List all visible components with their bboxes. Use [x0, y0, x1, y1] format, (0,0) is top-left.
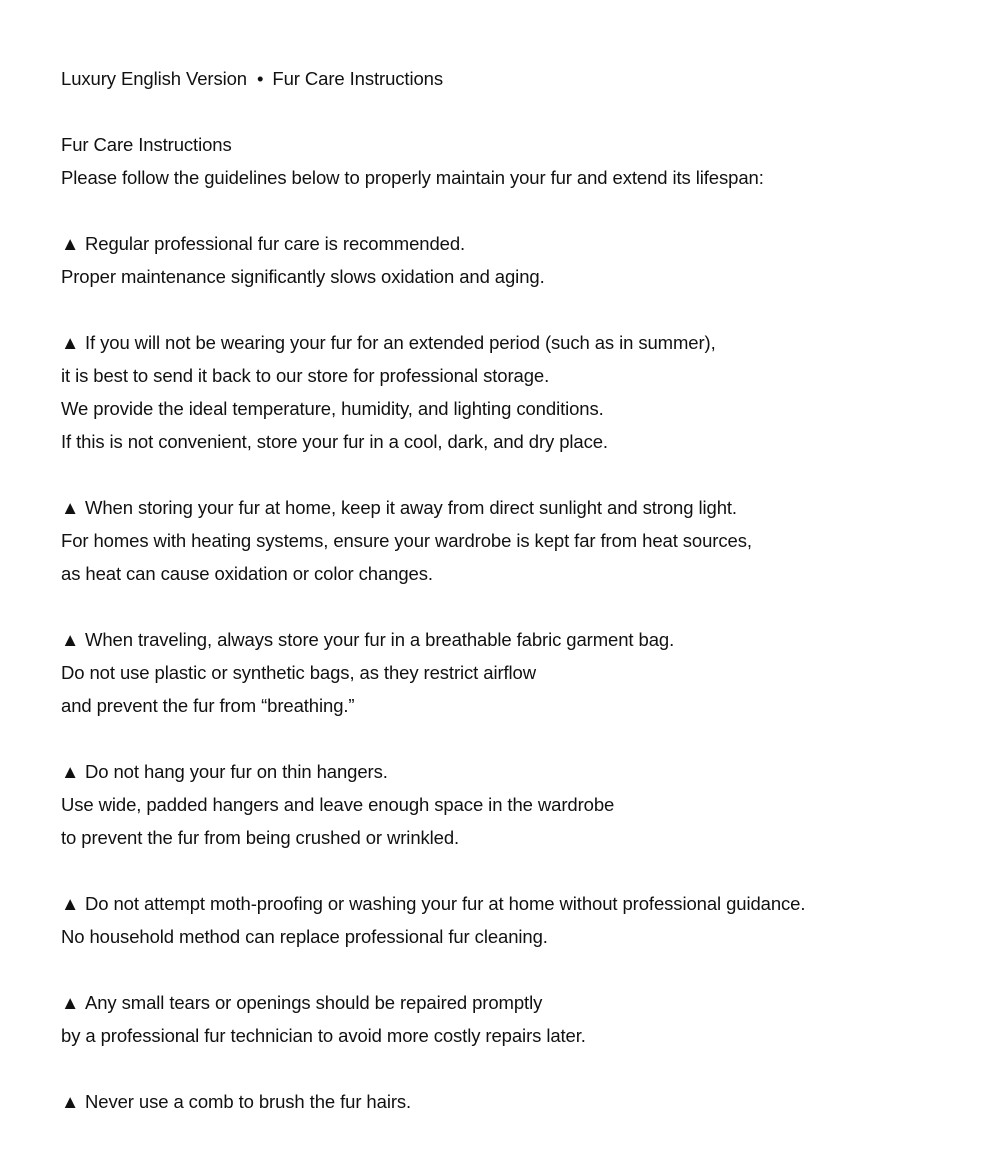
header-topic: Fur Care Instructions — [272, 68, 444, 89]
guideline-lead-text: Never use a comb to brush the fur hairs. — [85, 1091, 412, 1112]
guideline-item — [61, 194, 961, 293]
document-intro: Please follow the guidelines below to properly maintain your fur and extend its lifespan: — [61, 167, 764, 188]
guideline-lead-text: If you will not be wearing your fur for an extended period (such as in summer), — [85, 332, 716, 353]
guideline-item — [61, 722, 961, 854]
guideline-item — [61, 293, 961, 458]
spacer — [61, 1052, 961, 1085]
triangle-bullet-icon: ▲ — [61, 761, 80, 782]
document-title: Fur Care Instructions — [61, 134, 232, 155]
guideline-detail-line: Proper maintenance significantly slows oxidation and aging. — [61, 266, 545, 287]
guideline-item — [61, 953, 961, 1052]
header-separator: • — [257, 68, 264, 89]
guideline-lead — [61, 227, 961, 260]
version-label: Luxury English Version — [61, 68, 247, 89]
spacer — [61, 95, 961, 128]
guideline-item — [61, 854, 961, 953]
guideline-lead — [61, 755, 961, 788]
guideline-detail-line: as heat can cause oxidation or color changes. — [61, 563, 433, 584]
guideline-detail-line: and prevent the fur from “breathing.” — [61, 695, 355, 716]
document-header — [61, 62, 961, 95]
care-guidelines-list — [61, 194, 961, 1118]
spacer — [61, 194, 961, 227]
guideline-lead-text: When traveling, always store your fur in a breathable fabric garment bag. — [85, 629, 675, 650]
guideline-lead — [61, 986, 961, 1019]
triangle-bullet-icon: ▲ — [61, 893, 80, 914]
spacer — [61, 953, 961, 986]
triangle-bullet-icon: ▲ — [61, 1091, 80, 1112]
guideline-detail-line: to prevent the fur from being crushed or wrinkled. — [61, 827, 460, 848]
guideline-detail-line: If this is not convenient, store your fur in a cool, dark, and dry place. — [61, 431, 608, 452]
triangle-bullet-icon: ▲ — [61, 233, 80, 254]
guideline-lead — [61, 491, 961, 524]
guideline-detail-line: We provide the ideal temperature, humidity, and lighting conditions. — [61, 398, 604, 419]
guideline-detail-line: by a professional fur technician to avoid more costly repairs later. — [61, 1025, 586, 1046]
guideline-lead-text: When storing your fur at home, keep it away from direct sunlight and strong light. — [85, 497, 737, 518]
spacer — [61, 590, 961, 623]
guideline-detail-line: Do not use plastic or synthetic bags, as they restrict airflow — [61, 662, 537, 683]
spacer — [61, 458, 961, 491]
guideline-lead — [61, 887, 961, 920]
guideline-lead-text: Regular professional fur care is recommended. — [85, 233, 466, 254]
guideline-lead-text: Any small tears or openings should be repaired promptly — [85, 992, 543, 1013]
triangle-bullet-icon: ▲ — [61, 497, 80, 518]
guideline-detail-line: it is best to send it back to our store for professional storage. — [61, 365, 550, 386]
spacer — [61, 854, 961, 887]
guideline-item — [61, 458, 961, 590]
document-page — [61, 62, 961, 1118]
guideline-lead — [61, 623, 961, 656]
guideline-detail-line: For homes with heating systems, ensure your wardrobe is kept far from heat sources, — [61, 530, 752, 551]
guideline-lead-text: Do not hang your fur on thin hangers. — [85, 761, 388, 782]
guideline-item — [61, 1052, 961, 1118]
guideline-lead — [61, 1085, 961, 1118]
triangle-bullet-icon: ▲ — [61, 992, 80, 1013]
triangle-bullet-icon: ▲ — [61, 332, 80, 353]
spacer — [61, 722, 961, 755]
guideline-lead — [61, 326, 961, 359]
triangle-bullet-icon: ▲ — [61, 629, 80, 650]
guideline-detail-line: Use wide, padded hangers and leave enough space in the wardrobe — [61, 794, 615, 815]
guideline-detail-line: No household method can replace professional fur cleaning. — [61, 926, 548, 947]
spacer — [61, 293, 961, 326]
guideline-item — [61, 590, 961, 722]
guideline-lead-text: Do not attempt moth-proofing or washing your fur at home without professional guidance. — [85, 893, 806, 914]
